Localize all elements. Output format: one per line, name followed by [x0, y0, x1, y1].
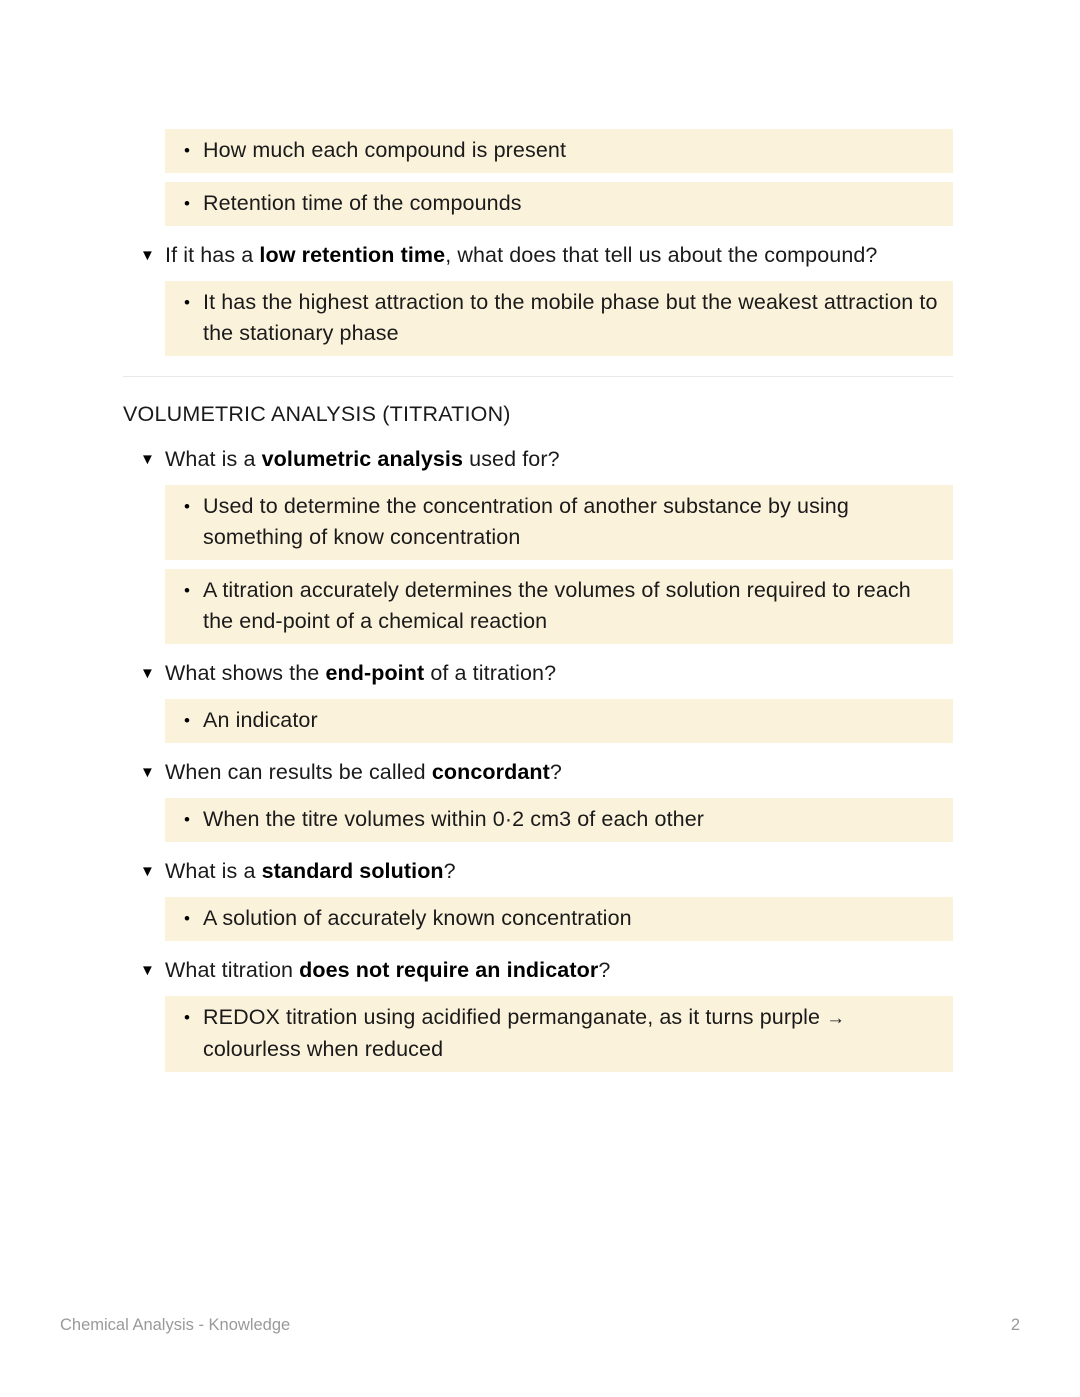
- question-text: [165, 658, 953, 689]
- answer-text: It has the highest attraction to the mobile phase but the weakest attraction to the stationary phase: [203, 290, 938, 345]
- bullet-icon: •: [184, 194, 190, 213]
- question-row[interactable]: [140, 658, 953, 689]
- question-row[interactable]: [140, 240, 953, 271]
- question-keyword: low retention time: [259, 243, 446, 267]
- collapse-triangle-icon[interactable]: ▼: [140, 247, 155, 264]
- answer-text: Used to determine the concentration of another substance by using something of know concentration: [203, 494, 849, 549]
- question-prefix: When can results be called: [165, 760, 432, 784]
- arrow-icon: →: [826, 1008, 846, 1029]
- collapse-triangle-icon[interactable]: ▼: [140, 863, 155, 880]
- question-prefix: If it has a: [165, 243, 260, 267]
- section-divider: [123, 376, 953, 377]
- page-footer: [60, 1316, 1020, 1335]
- question-text: [165, 856, 953, 887]
- question-row[interactable]: [140, 757, 953, 788]
- question-suffix: , what does that tell us about the compound?: [445, 243, 878, 267]
- answer-text-after-arrow: colourless when reduced: [203, 1037, 444, 1061]
- bullet-icon: •: [184, 909, 190, 928]
- question-suffix: ?: [598, 958, 611, 982]
- answer-text-before-arrow: REDOX titration using acidified permanganate, as it turns purple: [203, 1005, 827, 1029]
- question-row[interactable]: [140, 856, 953, 887]
- question-keyword: standard solution: [261, 859, 444, 883]
- section-heading: VOLUMETRIC ANALYSIS (TITRATION): [123, 402, 511, 426]
- answer-text: A titration accurately determines the volumes of solution required to reach the end-point of a chemical reaction: [203, 578, 911, 633]
- question-keyword: end-point: [325, 661, 425, 685]
- question-text: [165, 955, 953, 986]
- notes-content: [123, 120, 953, 1081]
- footer-title: Chemical Analysis - Knowledge: [60, 1316, 291, 1334]
- collapse-triangle-icon[interactable]: ▼: [140, 962, 155, 979]
- bullet-icon: •: [184, 581, 190, 600]
- question-prefix: What titration: [165, 958, 300, 982]
- question-suffix: ?: [443, 859, 456, 883]
- question-row[interactable]: [140, 955, 953, 986]
- question-keyword: volumetric analysis: [261, 447, 464, 471]
- collapse-triangle-icon[interactable]: ▼: [140, 764, 155, 781]
- answer-row: [165, 281, 953, 356]
- question-keyword: concordant: [431, 760, 550, 784]
- answer-text: An indicator: [203, 708, 318, 732]
- answer-row: [165, 699, 953, 743]
- footer-page-number: 2: [1010, 1316, 1020, 1334]
- question-suffix: ?: [549, 760, 562, 784]
- answer-row: [165, 182, 953, 226]
- answer-text: How much each compound is present: [203, 138, 567, 162]
- question-row[interactable]: [140, 444, 953, 475]
- collapse-triangle-icon[interactable]: ▼: [140, 451, 155, 468]
- bullet-icon: •: [184, 141, 190, 160]
- collapse-triangle-icon[interactable]: ▼: [140, 665, 155, 682]
- question-text: [165, 444, 953, 475]
- answer-text: A solution of accurately known concentration: [203, 906, 632, 930]
- bullet-icon: •: [184, 293, 190, 312]
- bullet-icon: •: [184, 810, 190, 829]
- answer-row: [165, 897, 953, 941]
- answer-row: [165, 798, 953, 842]
- question-suffix: of a titration?: [424, 661, 557, 685]
- bullet-icon: •: [184, 1008, 190, 1027]
- question-prefix: What is a: [165, 447, 262, 471]
- answer-text: When the titre volumes within 0·2 cm3 of each other: [203, 807, 705, 831]
- answer-text: Retention time of the compounds: [203, 191, 522, 215]
- question-text: [165, 757, 953, 788]
- answer-row: [165, 996, 953, 1072]
- answer-row: [165, 569, 953, 644]
- question-text: [165, 240, 953, 271]
- question-prefix: What is a: [165, 859, 262, 883]
- answer-row: [165, 129, 953, 173]
- question-prefix: What shows the: [165, 661, 326, 685]
- question-suffix: used for?: [463, 447, 560, 471]
- answer-row: [165, 485, 953, 560]
- question-keyword: does not require an indicator: [299, 958, 599, 982]
- answer-text: [203, 1002, 939, 1065]
- bullet-icon: •: [184, 497, 190, 516]
- bullet-icon: •: [184, 711, 190, 730]
